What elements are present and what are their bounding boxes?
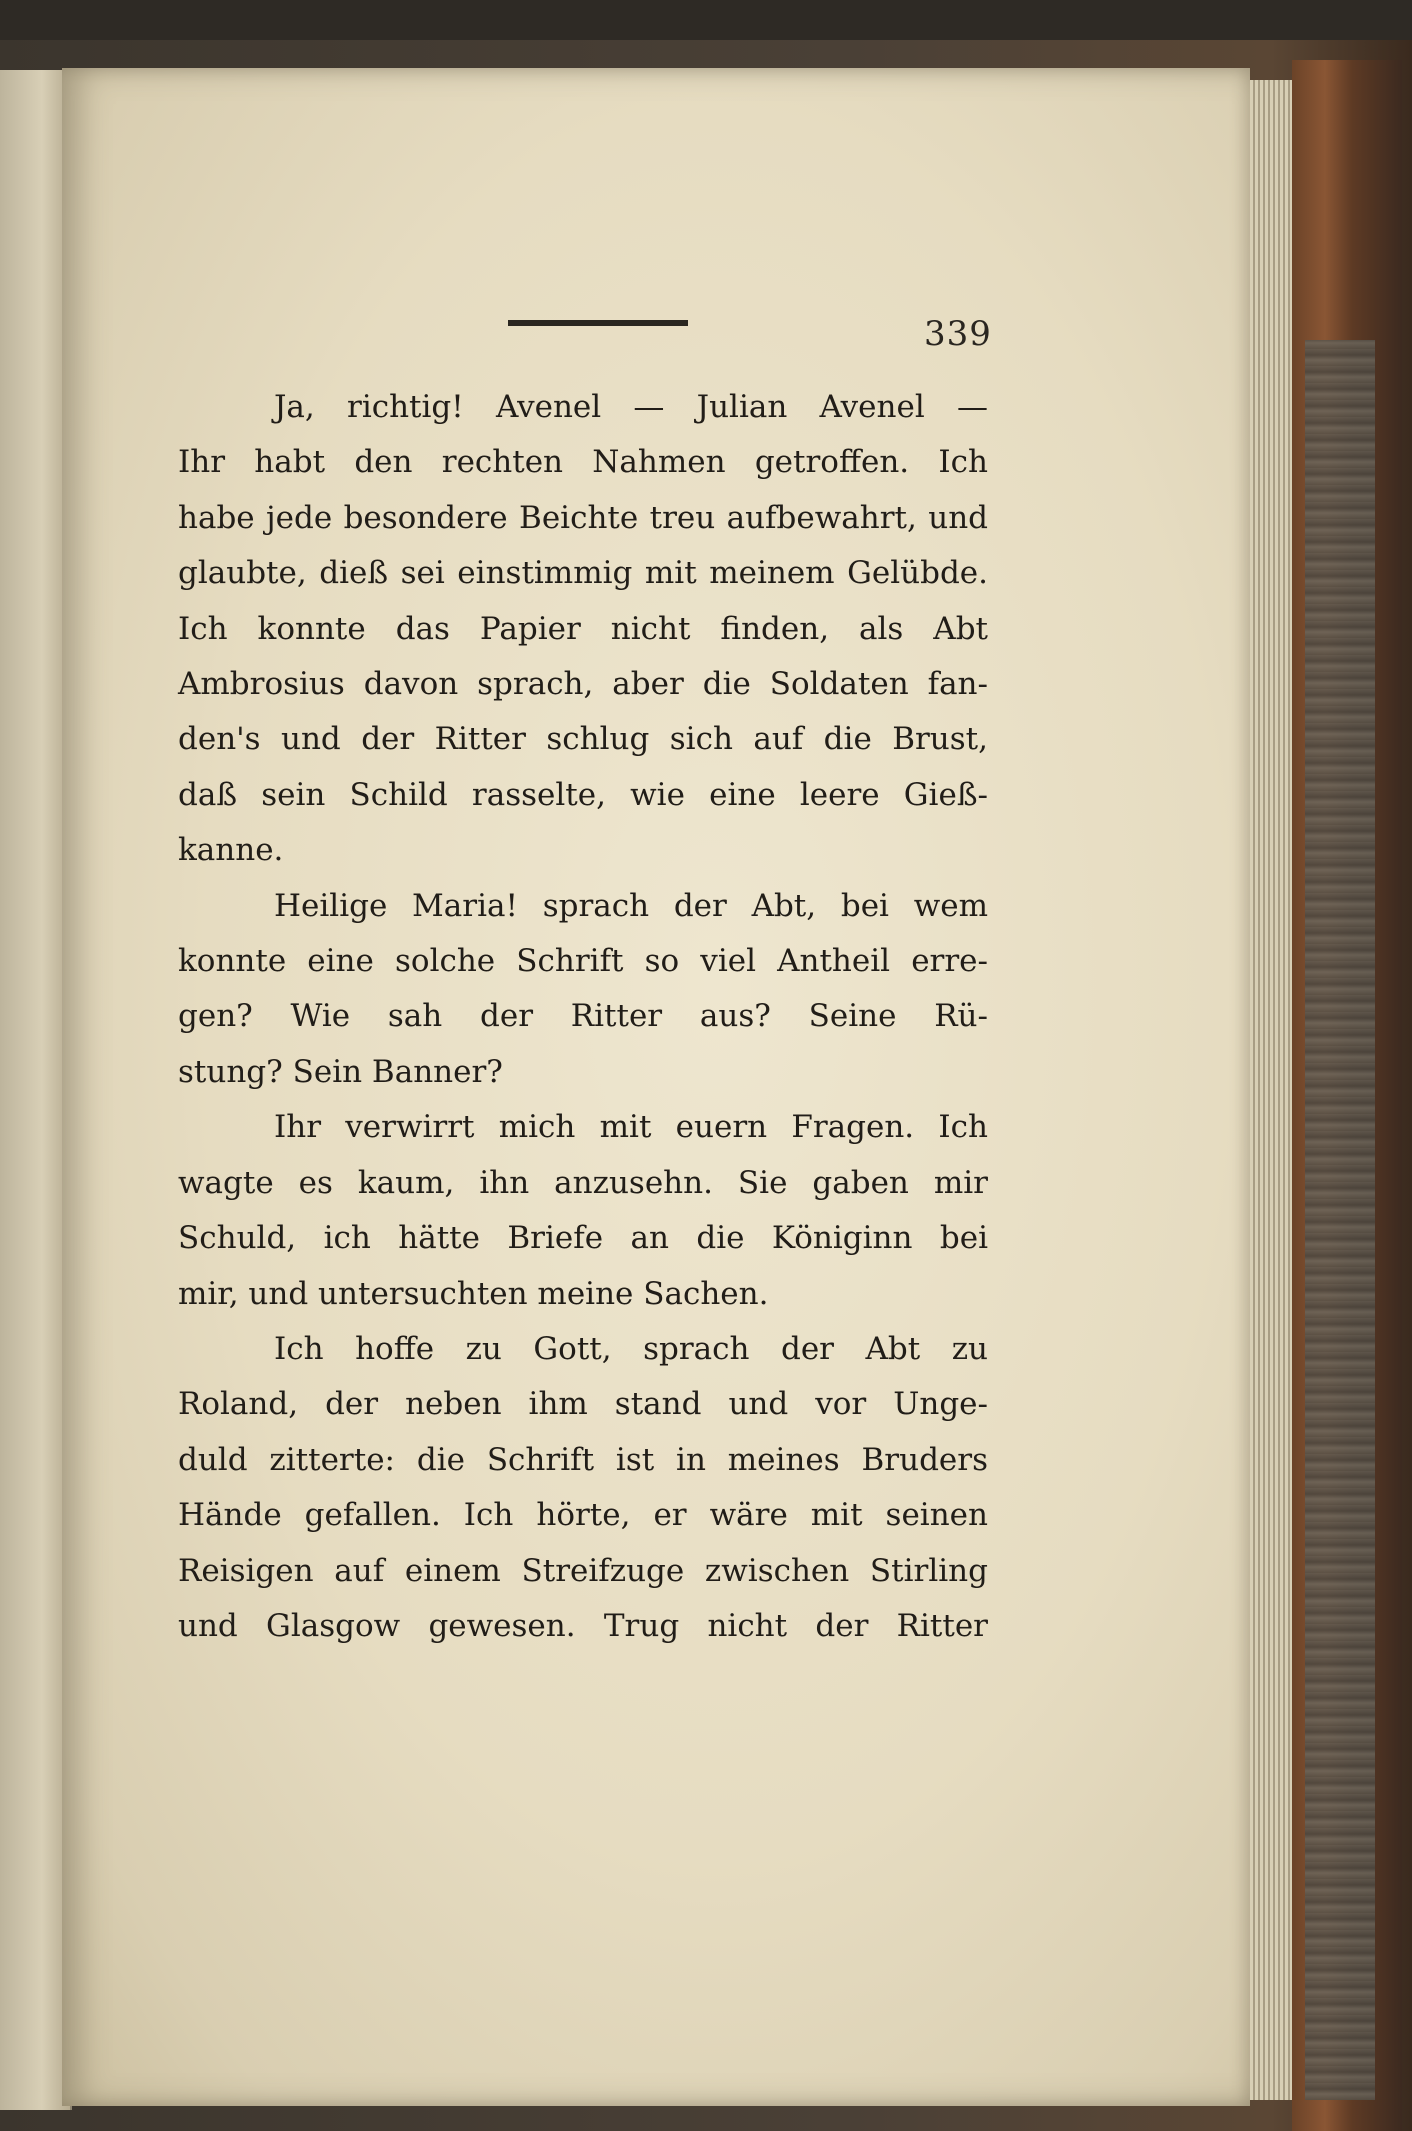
header-rule	[508, 320, 688, 326]
text-line: und Glasgow gewesen. Trug nicht der Ritter	[178, 1607, 988, 1644]
text-line: glaubte, dieß sei einstimmig mit meinem Gelübde.	[178, 555, 988, 592]
page-number: 339	[924, 314, 992, 354]
text-line: wagte es kaum, ihn anzusehn. Sie gaben mir	[178, 1164, 988, 1201]
page-edge-stack	[1250, 80, 1292, 2100]
text-line: duld zitterte: die Schrift ist in meines Bruders	[178, 1441, 988, 1478]
text-line: Ich konnte das Papier nicht finden, als Abt	[178, 610, 988, 647]
text-line: habe jede besondere Beichte treu aufbewahrt, und	[178, 499, 988, 536]
text-line: Ihr verwirrt mich mit euern Fragen. Ich	[274, 1109, 988, 1146]
text-line: Ambrosius davon sprach, aber die Soldaten fan-	[178, 666, 988, 703]
text-line: Ich hoffe zu Gott, sprach der Abt zu	[274, 1330, 988, 1367]
text-line: Hände gefallen. Ich hörte, er wäre mit seinen	[178, 1497, 988, 1534]
text-line: daß sein Schild rasselte, wie eine leere Gieß-	[178, 776, 988, 813]
text-line: Ihr habt den rechten Nahmen getroffen. Ich	[178, 444, 988, 481]
text-line: Heilige Maria! sprach der Abt, bei wem	[274, 887, 988, 924]
text-line: konnte eine solche Schrift so viel Antheil erre-	[178, 943, 988, 980]
text-line: mir, und untersuchten meine Sachen.	[178, 1275, 769, 1312]
text-line: gen? Wie sah der Ritter aus? Seine Rü-	[178, 998, 988, 1035]
text-line: kanne.	[178, 832, 284, 869]
text-line: stung? Sein Banner?	[178, 1053, 503, 1090]
text-line: Ja, richtig! Avenel — Julian Avenel —	[274, 389, 988, 425]
text-line: Schuld, ich hätte Briefe an die Königinn bei	[178, 1220, 988, 1257]
text-line: Roland, der neben ihm stand und vor Unge-	[178, 1386, 988, 1423]
text-line: den's und der Ritter schlug sich auf die Brust,	[178, 721, 988, 758]
text-line: Reisigen auf einem Streifzuge zwischen Stirling	[178, 1552, 988, 1589]
page-body	[178, 380, 988, 1654]
spine-worn-texture	[1305, 340, 1375, 2100]
